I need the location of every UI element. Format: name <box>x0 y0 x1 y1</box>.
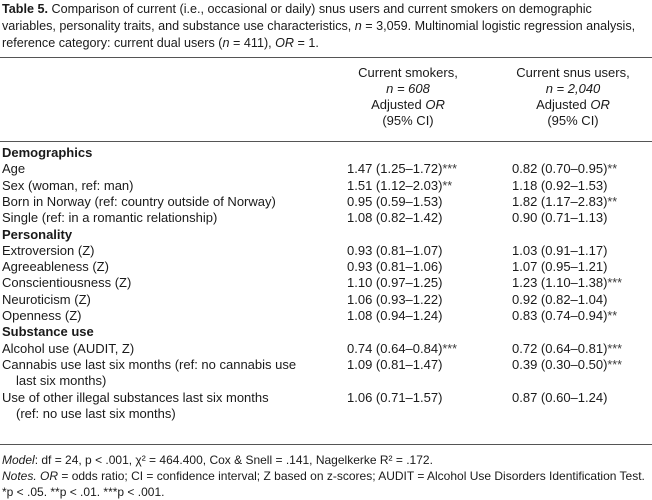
or-value: 0.72 (0.64–0.81) <box>512 340 608 356</box>
table-row <box>0 161 652 177</box>
table-row <box>0 259 652 275</box>
smokers-or-cell <box>347 259 442 275</box>
or-value: 0.39 (0.30–0.50) <box>512 356 608 372</box>
column-header-smokers <box>323 65 493 129</box>
smokers-or-cell <box>347 357 442 373</box>
or-value: 0.83 (0.74–0.94) <box>512 308 608 323</box>
smokers-or-cell <box>347 243 442 259</box>
or-value: 1.47 (1.25–1.72) <box>347 161 443 177</box>
snus-or-cell <box>512 210 607 226</box>
table-row <box>0 341 652 357</box>
row-label: Use of other illegal substances last six months <box>2 389 269 405</box>
row-label: Personality <box>2 226 73 242</box>
or-value: 1.06 (0.71–1.57) <box>347 389 443 405</box>
significance-stars: *** <box>607 276 622 291</box>
col1-n: n = 608 <box>386 81 430 96</box>
bottom-rule <box>0 444 652 445</box>
snus-or-cell <box>512 161 617 177</box>
smokers-or-cell <box>347 341 457 357</box>
row-label: Demographics <box>2 145 93 160</box>
caption-text-1: Comparison of current (i.e., occasional or daily) snus users and current smokers on demographic variables, personality traits, and substance use characteristics, <box>2 2 592 33</box>
table-label: Table 5. <box>2 2 48 16</box>
col1-adjusted-text: Adjusted <box>371 97 426 112</box>
col2-or-text: OR <box>590 97 610 112</box>
caption-n-symbol-2: n <box>222 36 230 50</box>
snus-or-cell <box>512 357 622 373</box>
or-value: 1.51 (1.12–2.03) <box>347 177 443 193</box>
row-label: Cannabis use last six months (ref: no cannabis use <box>2 356 297 372</box>
section-heading <box>0 145 652 161</box>
caption-n-symbol: n <box>354 19 362 33</box>
model-note <box>2 452 650 468</box>
or-value: 1.03 (0.91–1.17) <box>512 242 608 258</box>
row-label: Alcohol use (AUDIT, Z) <box>2 340 135 356</box>
column-header-snus <box>488 65 652 129</box>
section-heading <box>0 324 652 340</box>
caption-or-symbol: OR <box>275 36 295 50</box>
or-value: 1.09 (0.81–1.47) <box>347 356 443 372</box>
caption-text-4: = 1. <box>294 36 319 50</box>
snus-or-cell <box>512 243 607 259</box>
abbrev-note <box>2 468 650 484</box>
row-label: Age <box>2 161 26 177</box>
caption-text-3: = 411), <box>229 36 276 50</box>
significance-stars: *** <box>442 341 457 356</box>
col1-title: Current smokers, <box>358 65 458 80</box>
or-value: 1.07 (0.95–1.21) <box>512 259 608 275</box>
row-label: Born in Norway (ref: country outside of Norway) <box>2 193 276 209</box>
smokers-or-cell <box>347 292 442 308</box>
or-value: 0.92 (0.82–1.04) <box>512 291 608 307</box>
or-value: 0.90 (0.71–1.13) <box>512 210 608 226</box>
col2-adjusted <box>488 97 652 113</box>
row-label: Substance use <box>2 324 94 340</box>
header-rule <box>0 141 652 142</box>
snus-or-cell <box>512 259 607 275</box>
significance-stars: ** <box>442 178 453 193</box>
row-label: Conscientiousness (Z) <box>2 275 132 291</box>
table-caption <box>2 1 648 52</box>
notes-text: = odds ratio; CI = confidence interval; Z based on z-scores; AUDIT = Alcohol Use Disorders Identification Test. <box>58 469 645 483</box>
table-notes <box>2 452 650 500</box>
snus-or-cell <box>512 308 617 324</box>
smokers-or-cell <box>347 390 442 406</box>
significance-note: *p < .05. **p < .01. ***p < .001. <box>2 485 165 499</box>
significance-stars: ** <box>607 309 618 323</box>
table-row <box>0 308 652 324</box>
or-value: 0.87 (0.60–1.24) <box>512 389 608 405</box>
col1-or-text: OR <box>425 97 445 112</box>
or-value: 1.18 (0.92–1.53) <box>512 177 608 193</box>
col2-adjusted-text: Adjusted <box>536 97 591 112</box>
snus-or-cell <box>512 341 622 357</box>
smokers-or-cell <box>347 275 442 291</box>
table-row <box>0 178 652 194</box>
caption-text-2: = 3,059. Multinomial logistic regression analysis, reference category: current dual users ( <box>2 19 636 50</box>
row-label: Extroversion (Z) <box>2 242 95 258</box>
table-row <box>0 357 652 390</box>
significance-stars: ** <box>607 194 618 209</box>
or-value: 1.23 (1.10–1.38) <box>512 275 608 291</box>
smokers-or-cell <box>347 308 442 324</box>
model-text: : df = 24, p < .001, χ² = 464.400, Cox & Snell = .141, Nagelkerke R² = .172. <box>34 453 433 467</box>
row-label: Single (ref: in a romantic relationship) <box>2 210 218 226</box>
notes-or: OR <box>36 469 59 483</box>
or-value: 0.93 (0.81–1.06) <box>347 259 443 275</box>
or-value: 1.10 (0.97–1.25) <box>347 275 443 291</box>
model-label: Model <box>2 453 35 467</box>
row-label: Openness (Z) <box>2 308 82 323</box>
table-row <box>0 275 652 291</box>
smokers-or-cell <box>347 178 452 194</box>
significance-stars: *** <box>607 357 622 372</box>
smokers-or-cell <box>347 194 442 210</box>
notes-label: Notes. <box>2 469 37 483</box>
table-row <box>0 210 652 226</box>
significance-stars: *** <box>442 162 457 177</box>
row-label: Agreeableness (Z) <box>2 259 109 275</box>
col2-ci: (95% CI) <box>547 113 599 128</box>
table-row <box>0 243 652 259</box>
row-label-continued: last six months) <box>16 373 107 389</box>
snus-or-cell <box>512 178 607 194</box>
top-rule <box>0 57 652 58</box>
or-value: 0.82 (0.70–0.95) <box>512 161 608 177</box>
smokers-or-cell <box>347 161 457 177</box>
table-row <box>0 292 652 308</box>
or-value: 0.95 (0.59–1.53) <box>347 193 443 209</box>
table-row <box>0 194 652 210</box>
or-value: 0.74 (0.64–0.84) <box>347 340 443 356</box>
or-value: 1.06 (0.93–1.22) <box>347 291 443 307</box>
snus-or-cell <box>512 275 622 291</box>
smokers-or-cell <box>347 210 442 226</box>
col1-adjusted <box>323 97 493 113</box>
snus-or-cell <box>512 390 607 406</box>
significance-stars: *** <box>607 341 622 356</box>
or-value: 1.08 (0.94–1.24) <box>347 308 443 323</box>
or-value: 1.82 (1.17–2.83) <box>512 193 608 209</box>
section-heading <box>0 227 652 243</box>
table-row <box>0 390 652 423</box>
row-label-continued: (ref: no use last six months) <box>16 405 176 421</box>
or-value: 0.93 (0.81–1.07) <box>347 242 443 258</box>
col1-ci: (95% CI) <box>382 113 434 128</box>
snus-or-cell <box>512 292 607 308</box>
significance-stars: ** <box>607 162 618 177</box>
or-value: 1.08 (0.82–1.42) <box>347 210 443 226</box>
col2-n: n = 2,040 <box>545 81 601 96</box>
col2-title: Current snus users, <box>516 65 630 80</box>
snus-or-cell <box>512 194 617 210</box>
row-label: Neuroticism (Z) <box>2 291 91 307</box>
row-label: Sex (woman, ref: man) <box>2 177 134 193</box>
